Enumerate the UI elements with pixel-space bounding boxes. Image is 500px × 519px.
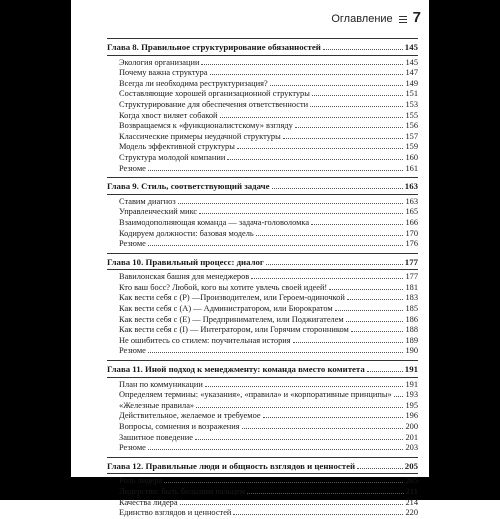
section-entry[interactable] (107, 476, 418, 487)
section-entry-title: Модель эффективной структуры (119, 142, 235, 152)
dot-leader (210, 74, 404, 75)
section-entry-title: Не ошибитесь со стилем: поучительная история (119, 335, 291, 345)
section-entry-title: Возвращаемся к «функционалистскому» взгляду (119, 121, 293, 131)
page-number: 7 (412, 9, 421, 26)
section-entry[interactable] (107, 111, 418, 122)
section-entry-page: 176 (405, 239, 418, 249)
section-entry[interactable] (107, 380, 418, 391)
chapter-underline (107, 269, 418, 270)
dot-leader (266, 264, 403, 265)
section-entry[interactable] (107, 153, 418, 164)
section-entry-page: 170 (405, 228, 418, 238)
section-entry[interactable] (107, 132, 418, 143)
dot-leader (164, 482, 403, 483)
dot-leader (199, 213, 403, 214)
section-entry[interactable] (107, 197, 418, 208)
dot-leader (272, 188, 403, 189)
section-entry[interactable] (107, 121, 418, 132)
dot-leader (247, 493, 404, 494)
dot-leader (312, 95, 404, 96)
section-entry-page: 163 (405, 196, 418, 206)
chapter-separator (107, 177, 418, 178)
chapter-entry-title: Глава 10. Правильный процесс: диалог (107, 256, 264, 267)
section-entry-title: Как вести себя с (I) — Интегратором, или Горячим сторонником (119, 325, 349, 335)
section-entry-page: 191 (405, 379, 418, 389)
section-entry[interactable] (107, 315, 418, 326)
dot-leader (220, 117, 404, 118)
section-entry-title: Качества лидера (119, 497, 178, 507)
section-entry[interactable] (107, 58, 418, 69)
book-page (71, 0, 429, 518)
section-entry[interactable] (107, 218, 418, 229)
section-entry-page: 185 (405, 304, 418, 314)
section-entry-title: Кодируем должности: базовая модель (119, 228, 254, 238)
dot-leader (263, 417, 404, 418)
section-entry[interactable] (107, 346, 418, 357)
section-entry-title: Вопросы, сомнения и возражения (119, 422, 240, 431)
chapter-entry-title: Глава 12. Правильные люди и общность взглядов и ценностей (107, 460, 356, 471)
chapter-underline (107, 473, 418, 474)
section-entry[interactable] (107, 433, 418, 444)
chapter-entry-title: Глава 11. Иной подход к менеджменту: команда вместо комитета (107, 364, 365, 375)
section-entry-title: Экология организации (119, 57, 200, 67)
section-entry-page: 214 (405, 497, 418, 507)
dot-leader (310, 106, 403, 107)
dot-leader (311, 224, 403, 225)
section-entry-title: Составляющие хорошей организационной структуры (119, 89, 310, 99)
chapter-entry[interactable] (107, 364, 418, 376)
chapter-entry-page: 163 (404, 181, 418, 192)
dot-leader (367, 371, 403, 372)
chapter-entry-title: Глава 8. Правильное структурирование обязанностей (107, 42, 321, 52)
section-entry-page: 155 (405, 110, 418, 120)
section-entry-title: Ставим диагноз (119, 196, 176, 206)
dot-leader (251, 278, 403, 279)
section-entry[interactable] (107, 508, 418, 519)
left-black-border (0, 0, 71, 500)
chapter-entry[interactable] (107, 181, 418, 193)
section-entry-title: Структурирование для обеспечения ответственности (119, 99, 309, 109)
chapter-underline (107, 194, 418, 195)
dot-leader (293, 342, 404, 343)
section-entry-page: 157 (405, 131, 418, 141)
section-entry-title: Взаимодополняющая команда — задача-головоломка (119, 217, 310, 227)
section-entry[interactable] (107, 443, 418, 454)
table-of-contents (107, 38, 418, 519)
section-entry-title: Резюме (119, 443, 146, 453)
section-entry[interactable] (107, 207, 418, 218)
dot-leader (242, 428, 404, 429)
dot-leader (256, 235, 404, 236)
dot-leader (178, 203, 404, 204)
dot-leader (205, 386, 404, 387)
dot-leader (394, 396, 404, 397)
section-entry-title: Как вести себя с (A) — Администратором, или Бюрократом (119, 304, 333, 314)
section-entry-title: Резюме (119, 346, 146, 356)
section-entry-page: 211 (405, 486, 418, 496)
dot-leader (346, 321, 404, 322)
section-entry[interactable] (107, 89, 418, 100)
section-entry-title: План по коммуникации (119, 379, 203, 389)
section-entry-page: 186 (405, 314, 418, 324)
section-entry[interactable] (107, 487, 418, 498)
dot-leader (233, 514, 403, 515)
section-entry-page: 156 (405, 121, 418, 131)
chapter-separator (107, 253, 418, 254)
section-entry-title: Зашитное поведение (119, 432, 193, 442)
section-entry-page: 165 (405, 207, 418, 217)
section-entry-title: Когда хвост виляет собакой (119, 110, 218, 120)
dot-leader (195, 439, 404, 440)
chapter-underline (107, 55, 418, 56)
dot-leader (201, 64, 403, 65)
dot-leader (329, 289, 403, 290)
menu-lines-icon (399, 16, 407, 23)
section-entry-page: 161 (405, 163, 418, 173)
dot-leader (357, 468, 403, 469)
section-entry-page: 181 (405, 282, 418, 292)
section-entry-title: Как вести себя с (P) —Производителем, или Героем-одиночкой (119, 293, 345, 303)
dot-leader (295, 127, 404, 128)
section-entry-page: 160 (405, 152, 418, 162)
section-entry-page: 177 (405, 272, 418, 282)
section-entry-title: «Железные правила» (119, 400, 195, 410)
section-entry-title: Определяем термины: «указания», «правила» и «корпоративные принципы» (119, 390, 392, 400)
section-entry-page: 153 (405, 99, 418, 109)
section-entry[interactable] (107, 79, 418, 90)
section-entry-page: 166 (405, 217, 418, 227)
section-entry-page: 147 (405, 68, 418, 78)
section-entry-title: Действительное, желаемое и требуемое (119, 411, 261, 421)
section-entry-title: Кто ваш босс? Любой, кого вы хотите увлечь своей идеей! (119, 282, 328, 292)
dot-leader (227, 159, 403, 160)
chapter-separator (107, 360, 418, 361)
section-entry-page: 193 (405, 390, 418, 400)
dot-leader (347, 299, 404, 300)
section-entry-title: Классические примеры неудачной структуры (119, 131, 281, 141)
dot-leader (323, 49, 403, 50)
dot-leader (180, 504, 404, 505)
chapter-entry-title: Глава 9. Стиль, соответствующий задаче (107, 181, 270, 192)
chapter-entry-page: 145 (404, 42, 418, 52)
dot-leader (237, 148, 404, 149)
section-entry-title: Структура молодой компании (119, 152, 226, 162)
chapter-separator (107, 38, 418, 39)
section-entry-title: Единство взглядов и ценностей (119, 508, 232, 518)
section-entry-title: Роль лидера (119, 476, 163, 486)
chapter-separator (107, 457, 418, 458)
chapter-entry-page: 177 (404, 256, 418, 267)
section-entry-title: Лидерство: быть большим пальцем (119, 486, 246, 496)
chapter-entry-page: 205 (404, 460, 418, 471)
section-entry[interactable] (107, 401, 418, 412)
section-entry-page: 189 (405, 335, 418, 345)
section-entry[interactable] (107, 68, 418, 79)
dot-leader (148, 352, 404, 353)
dot-leader (196, 407, 403, 408)
section-entry[interactable] (107, 283, 418, 294)
section-entry-page: 203 (405, 443, 418, 453)
section-entry-page: 151 (405, 89, 418, 99)
section-entry-title: Всегда ли необходима реструктуризация? (119, 78, 268, 88)
section-entry[interactable] (107, 390, 418, 401)
section-entry-page: 200 (405, 422, 418, 431)
section-entry[interactable] (107, 325, 418, 336)
dot-leader (148, 449, 404, 450)
section-entry[interactable] (107, 100, 418, 111)
section-entry[interactable] (107, 336, 418, 347)
section-entry[interactable] (107, 422, 418, 433)
section-entry[interactable] (107, 304, 418, 315)
chapter-entry[interactable] (107, 461, 418, 473)
section-entry-page: 149 (405, 78, 418, 88)
section-entry-title: Как вести себя с (E) — Предпринимателем, или Поджигателем (119, 314, 344, 324)
section-entry[interactable] (107, 142, 418, 153)
dot-leader (148, 245, 404, 246)
section-entry[interactable] (107, 411, 418, 422)
section-entry-page: 188 (405, 325, 418, 335)
section-entry[interactable] (107, 239, 418, 250)
right-black-border (429, 0, 500, 500)
section-entry-page: 201 (405, 432, 418, 442)
section-entry[interactable] (107, 164, 418, 175)
chapter-entry[interactable] (107, 257, 418, 269)
section-entry-page: 145 (405, 57, 418, 67)
chapter-underline (107, 377, 418, 378)
section-entry-title: Резюме (119, 239, 146, 249)
dot-leader (270, 85, 404, 86)
section-entry[interactable] (107, 498, 418, 509)
running-title: Оглавление (331, 13, 393, 25)
section-entry[interactable] (107, 293, 418, 304)
chapter-entry-page: 191 (404, 364, 418, 375)
dot-leader (351, 331, 404, 332)
section-entry-page: 220 (405, 508, 418, 518)
section-entry-page: 195 (405, 400, 418, 410)
section-entry-page: 159 (405, 142, 418, 152)
dot-leader (148, 170, 404, 171)
section-entry-title: Вавилонская башня для менеджеров (119, 272, 250, 282)
section-entry[interactable] (107, 272, 418, 283)
section-entry-page: 205 (405, 476, 418, 486)
section-entry-page: 183 (405, 293, 418, 303)
section-entry-title: Резюме (119, 163, 146, 173)
dot-leader (283, 138, 404, 139)
section-entry-page: 196 (405, 411, 418, 421)
section-entry-page: 190 (405, 346, 418, 356)
section-entry-title: Управленческий микс (119, 207, 198, 217)
dot-leader (335, 310, 404, 311)
section-entry[interactable] (107, 229, 418, 240)
section-entry-title: Почему важна структура (119, 68, 208, 78)
chapter-entry[interactable] (107, 42, 418, 54)
page-header (331, 10, 421, 26)
